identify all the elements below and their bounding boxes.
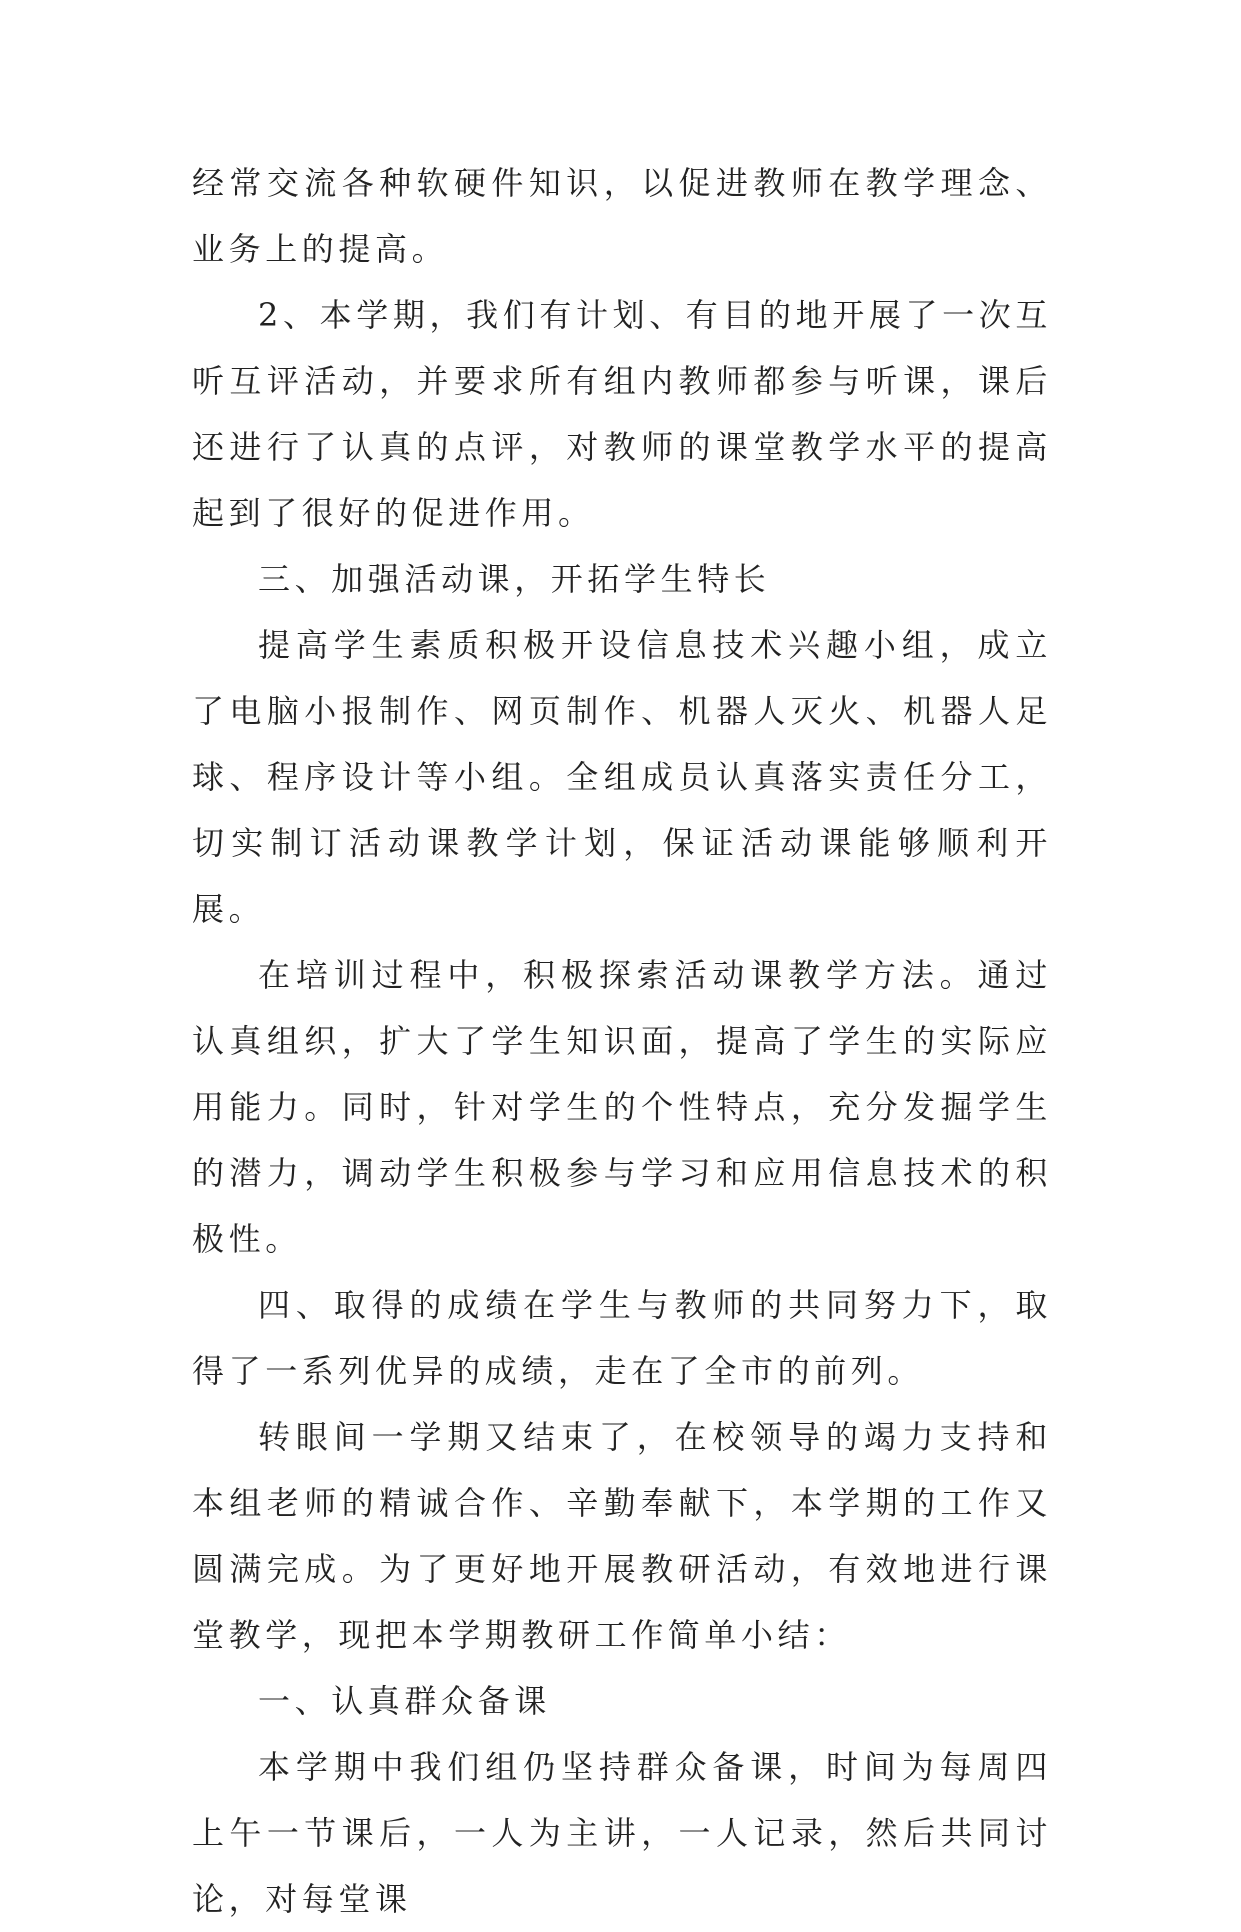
- section-heading: 四、取得的成绩在学生与教师的共同努力下，取得了一系列优异的成绩，走在了全市的前列。: [192, 1286, 1052, 1390]
- paragraph: 提高学生素质积极开设信息技术兴趣小组，成立了电脑小报制作、网页制作、机器人灭火、机器人足球、程序设计等小组。全组成员认真落实责任分工，切实制订活动课教学计划，保证活动课能够顺利开展。: [192, 626, 1052, 928]
- paragraph: 2、本学期，我们有计划、有目的地开展了一次互听互评活动，并要求所有组内教师都参与听课，课后还进行了认真的点评，对教师的课堂教学水平的提高起到了很好的促进作用。: [192, 296, 1052, 532]
- paragraph: 经常交流各种软硬件知识，以促进教师在教学理念、业务上的提高。: [192, 164, 1052, 268]
- section-heading: 三、加强活动课，开拓学生特长: [258, 560, 771, 598]
- paragraph: 在培训过程中，积极探索活动课教学方法。通过认真组织，扩大了学生知识面，提高了学生的实际应用能力。同时，针对学生的个性特点，充分发掘学生的潜力，调动学生积极参与学习和应用信息技术的积极性。: [192, 956, 1052, 1258]
- document-body: [192, 150, 1052, 1932]
- section-heading: 一、认真群众备课: [258, 1682, 551, 1720]
- paragraph: 本学期中我们组仍坚持群众备课，时间为每周四上午一节课后，一人为主讲，一人记录，然后共同讨论，对每堂课: [192, 1748, 1052, 1918]
- paragraph: 转眼间一学期又结束了，在校领导的竭力支持和本组老师的精诚合作、辛勤奉献下，本学期的工作又圆满完成。为了更好地开展教研活动，有效地进行课堂教学，现把本学期教研工作简单小结：: [192, 1418, 1052, 1654]
